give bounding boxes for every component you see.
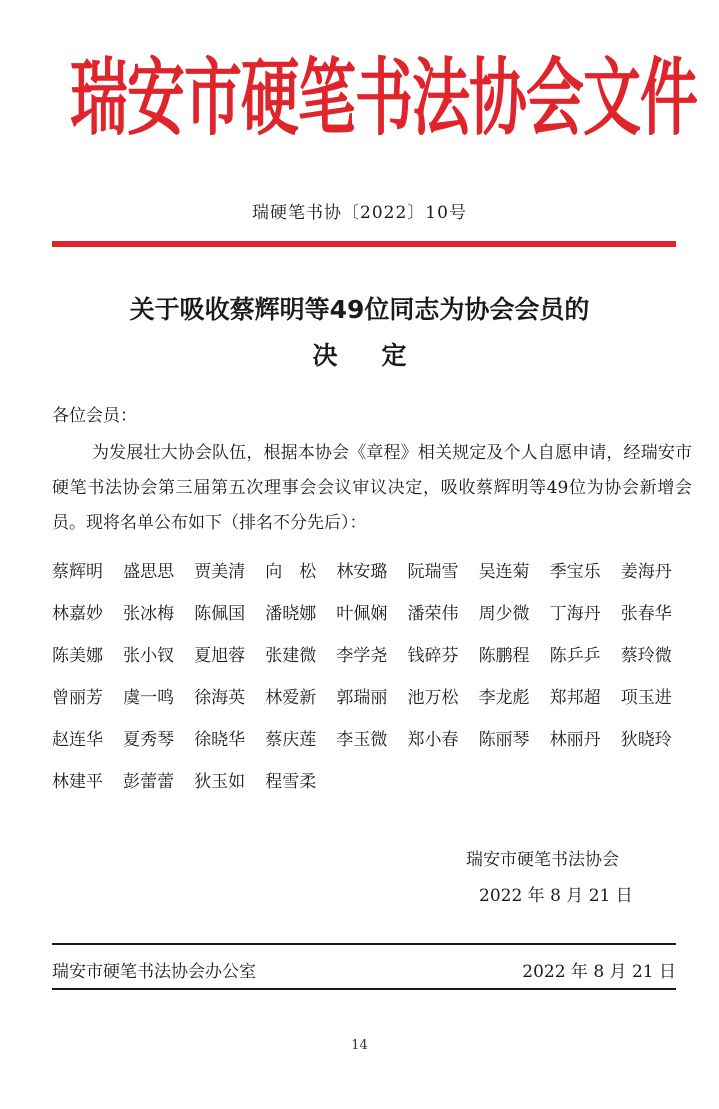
- member-name: 李玉微: [336, 730, 388, 750]
- member-name: 项玉进: [620, 688, 672, 708]
- member-name: 虞一鸣: [123, 688, 175, 708]
- member-name: 张建微: [265, 646, 317, 666]
- member-name: 郑邦超: [549, 688, 601, 708]
- footer-divider-top: [52, 943, 676, 945]
- member-name: 张春华: [620, 604, 672, 624]
- footer-divider-bottom: [52, 988, 676, 990]
- document-title-line-2: 决定: [312, 341, 451, 370]
- document-title-line-1: 关于吸收蔡辉明等49位同志为协会会员的: [129, 295, 590, 324]
- masthead-red-divider: [52, 241, 676, 247]
- member-name: 陈鹏程: [478, 646, 530, 666]
- member-name: 潘荣伟: [407, 604, 459, 624]
- member-name: 姜海丹: [620, 562, 672, 582]
- member-name: 张小钗: [123, 646, 175, 666]
- member-name: 陈丽琴: [478, 730, 530, 750]
- member-name: 丁海丹: [549, 604, 601, 624]
- document-number: 瑞硬笔书协〔2022〕10号: [252, 203, 467, 223]
- member-name: 叶佩娴: [336, 604, 388, 624]
- member-name-list: [52, 560, 692, 812]
- member-name: 林嘉妙: [52, 604, 103, 624]
- member-name: 盛思思: [123, 562, 175, 582]
- member-name: 季宝乐: [549, 562, 601, 582]
- member-name: 李龙彪: [478, 688, 530, 708]
- member-name: 张冰梅: [123, 604, 175, 624]
- signature-organization: 瑞安市硬笔书法协会: [466, 850, 619, 870]
- footer-issuing-office: 瑞安市硬笔书法协会办公室: [52, 962, 256, 982]
- member-name: 陈美娜: [52, 646, 103, 666]
- member-name: 陈佩国: [194, 604, 246, 624]
- member-name: 贾美清: [194, 562, 246, 582]
- member-name: 郭瑞丽: [336, 688, 388, 708]
- member-name: 曾丽芳: [52, 688, 103, 708]
- member-name: 潘晓娜: [265, 604, 317, 624]
- member-name: 彭蕾蕾: [123, 772, 175, 792]
- signature-date: 2022 年 8 月 21 日: [479, 886, 633, 906]
- member-name: 夏秀琴: [123, 730, 175, 750]
- member-name: 李学尧: [336, 646, 388, 666]
- member-name: 蔡庆莲: [265, 730, 317, 750]
- member-name: 徐海英: [194, 688, 246, 708]
- member-name: 郑小春: [407, 730, 459, 750]
- member-name: 林爱新: [265, 688, 317, 708]
- footer-issue-date: 2022 年 8 月 21 日: [522, 962, 676, 982]
- member-name: 狄晓玲: [620, 730, 672, 750]
- member-name: 阮瑞雪: [407, 562, 459, 582]
- member-name: 狄玉如: [194, 772, 246, 792]
- member-name: 林丽丹: [549, 730, 601, 750]
- member-name: 蔡辉明: [52, 562, 103, 582]
- member-name: 池万松: [407, 688, 459, 708]
- member-name: 林建平: [52, 772, 103, 792]
- salutation: 各位会员：: [52, 406, 137, 426]
- member-name: 向 松: [265, 562, 317, 582]
- member-name: 赵连华: [52, 730, 103, 750]
- member-name: 钱碎芬: [407, 646, 459, 666]
- member-name: 徐晓华: [194, 730, 246, 750]
- member-name: 夏旭蓉: [194, 646, 246, 666]
- member-name: 周少微: [478, 604, 530, 624]
- body-paragraph: 为发展壮大协会队伍，根据本协会《章程》相关规定及个人自愿申请，经瑞安市硬笔书法协会第三届第五次理事会会议审议决定，吸收蔡辉明等49位为协会新增会员。现将名单公布如下（排名不分先后）：: [52, 443, 692, 533]
- member-name: 陈乒乒: [549, 646, 601, 666]
- member-name: 吴连菊: [478, 562, 530, 582]
- member-name: 林安璐: [336, 562, 388, 582]
- member-name: 程雪柔: [265, 772, 317, 792]
- document-masthead: 瑞安市硬笔书法协会文件: [70, 48, 698, 148]
- page-number: 14: [351, 1038, 368, 1053]
- member-name: 蔡玲微: [620, 646, 672, 666]
